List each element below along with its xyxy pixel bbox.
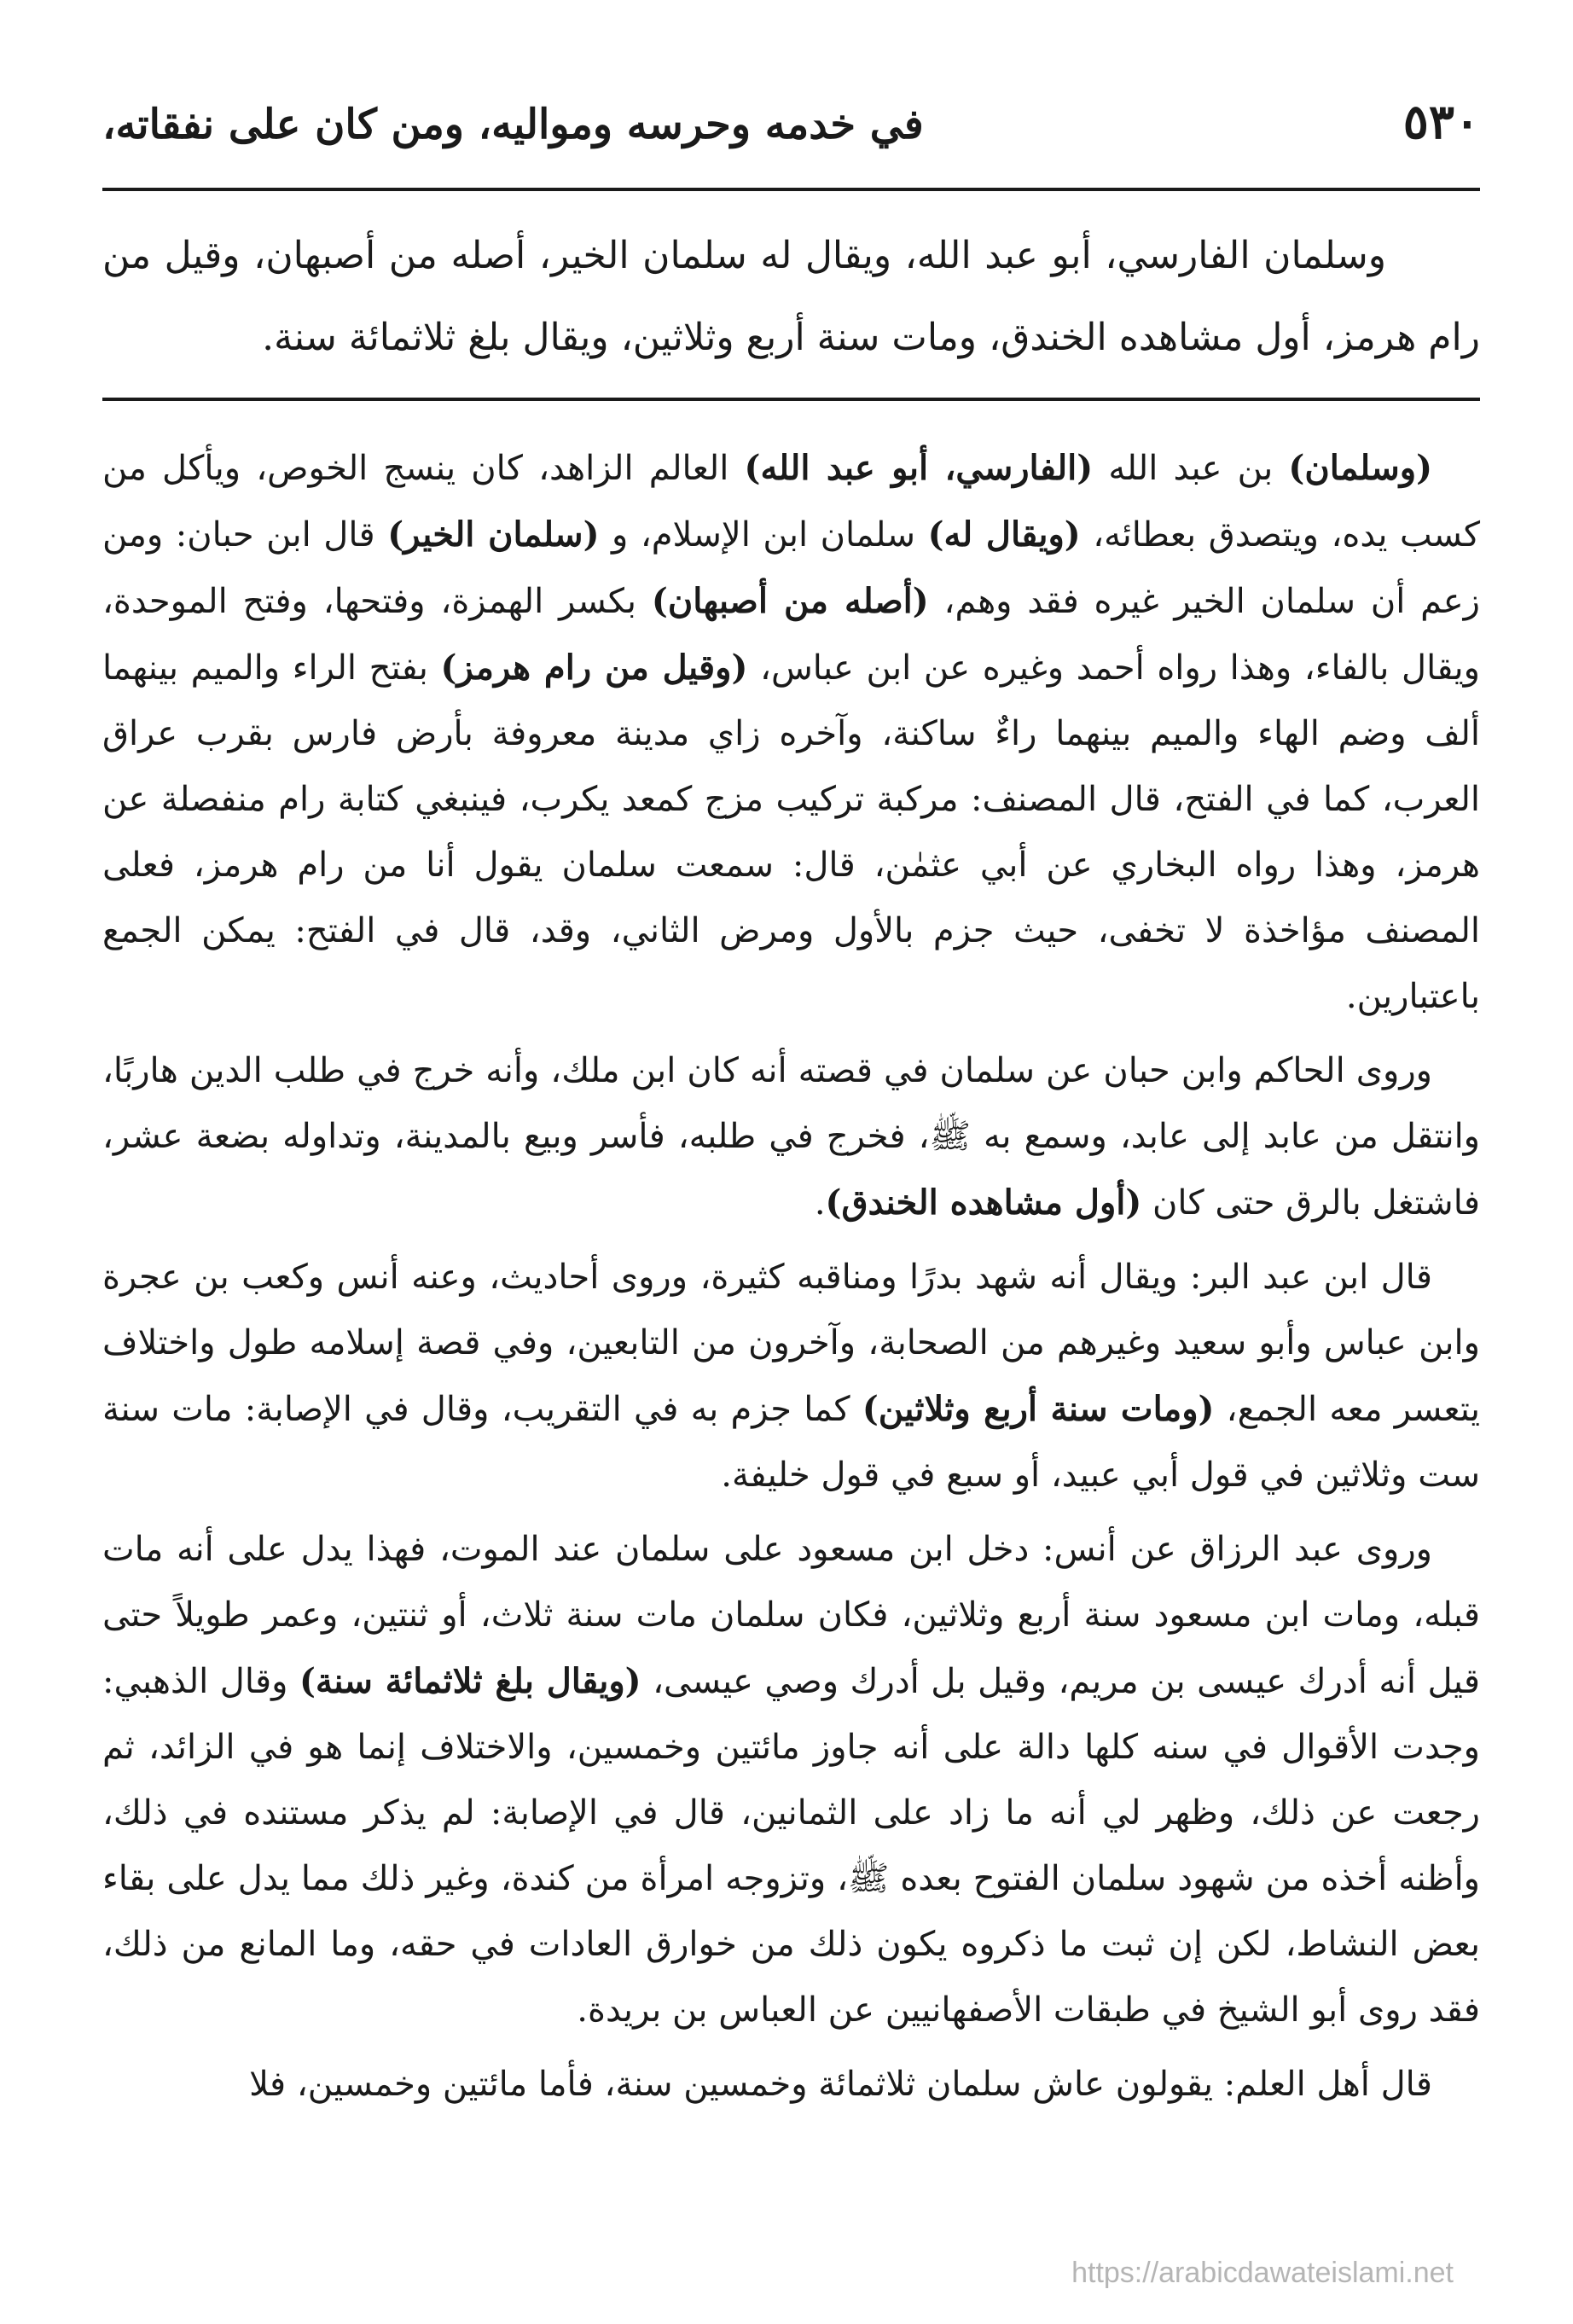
commentary-paragraph bbox=[102, 1245, 1480, 1508]
quoted-matn: (وسلمان) bbox=[1288, 448, 1433, 488]
quoted-matn: (الفارسي، أبو عبد الله) bbox=[744, 448, 1094, 488]
commentary-paragraph bbox=[102, 2052, 1480, 2118]
commentary-text: قال ابن حبان: ومن زعم أن سلمان الخير غيره فقد وهم، bbox=[102, 515, 1480, 621]
quoted-matn: (ويقال بلغ ثلاثمائة سنة) bbox=[299, 1661, 641, 1701]
page-header bbox=[102, 94, 1480, 162]
header-divider bbox=[102, 188, 1480, 191]
commentary-text: سلمان ابن الإسلام، و bbox=[599, 515, 928, 555]
commentary-text: قال أهل العلم: يقولون عاش سلمان ثلاثمائة وخمسين سنة، فأما مائتين وخمسين، فلا bbox=[249, 2065, 1432, 2104]
commentary-text: بكسر الهمزة، وفتحها، وفتح الموحدة، ويقال بالفاء، وهذا رواه أحمد وغيره عن ابن عباس، bbox=[102, 582, 1480, 688]
page-number: ٥٣٠ bbox=[1402, 94, 1480, 150]
commentary-text: كما جزم به في التقريب، وقال في الإصابة: مات سنة ست وثلاثين في قول أبي عبيد، أو سبع في قول خليفة. bbox=[102, 1390, 1480, 1495]
commentary-paragraph bbox=[102, 1517, 1480, 2043]
quoted-matn: (وقيل من رام هرمز) bbox=[440, 648, 748, 688]
commentary-text: العالم الزاهد، كان ينسج الخوص، ويأكل من كسب يده، ويتصدق بعطائه، bbox=[102, 449, 1480, 555]
commentary-text: بفتح الراء والميم بينهما ألف وضم الهاء والميم بينهما راءٌ ساكنة، وآخره زاي مدينة معروفة بأرض فارس بقرب عراق العرب، كما في الفتح، قال المصنف: مركبة تركيب مزج كمعد يكرب، فينبغي كتابة رام منفصلة عن هرمز، وهذا رواه البخاري عن أبي عثمٰن، قال: سمعت سلمان يقول أنا من رام هرمز، فعلى المصنف مؤاخذة لا تخفى، حيث جزم بالأول ومرض الثاني، وقد، قال في الفتح: يمكن الجمع باعتبارين. bbox=[102, 648, 1480, 1016]
commentary-text: قال ابن عبد البر: ويقال أنه شهد بدرًا ومناقبه كثيرة، وروى أحاديث، وعنه أنس وكعب بن عجرة وابن عباس وأبو سعيد وغيرهم من الصحابة، وآخرون من التابعين، وفي قصة إسلامه طول واختلاف يتعسر معه الجمع، bbox=[102, 1258, 1480, 1429]
commentary-text: وروى عبد الرزاق عن أنس: دخل ابن مسعود على سلمان عند الموت، فهذا يدل على أنه مات قبله، ومات ابن مسعود سنة أربع وثلاثين، فكان سلمان مات سنة ثلاث، أو ثنتين، وعمر طويلاً حتى قيل أنه أدرك عيسى بن مريم، وقيل بل أدرك وصي عيسى، bbox=[102, 1530, 1481, 1701]
commentary-text: بن عبد الله bbox=[1093, 449, 1289, 488]
commentary-text: وقال الذهبي: وجدت الأقوال في سنه كلها دالة على أنه جاوز مائتين وخمسين، والاختلاف إنما هو في الزائد، ثم رجعت عن ذلك، وظهر لي أنه ما زاد على الثمانين، قال في الإصابة: لم يذكر مستنده في ذلك، وأظنه أخذه من شهود سلمان الفتوح بعده ﷺ، وتزوجه امرأة من كندة، وغير ذلك مما يدل على بقاء بعض النشاط، لكن إن ثبت ما ذكروه يكون ذلك من خوارق العادات في حقه، وما المانع من ذلك، فقد روى أبو الشيخ في طبقات الأصفهانيين عن العباس بن بريدة. bbox=[102, 1662, 1481, 2030]
quoted-matn: (أصله من أصبهان) bbox=[651, 581, 929, 621]
commentary bbox=[102, 435, 1480, 2118]
quoted-matn: (أول مشاهده الخندق) bbox=[825, 1182, 1142, 1223]
commentary-paragraph bbox=[102, 435, 1480, 1030]
matn-text: وسلمان الفارسي، أبو عبد الله، ويقال له سلمان الخير، أصله من أصبهان، وقيل من رام هرمز، أول مشاهده الخندق، ومات سنة أربع وثلاثين، ويقال بلغ ثلاثمائة سنة. bbox=[102, 234, 1480, 359]
commentary-paragraph bbox=[102, 1038, 1480, 1236]
commentary-text: . bbox=[814, 1183, 826, 1223]
quoted-matn: (سلمان الخير) bbox=[387, 514, 600, 555]
watermark-url: https://arabicdawateislami.net bbox=[1071, 2257, 1454, 2289]
matn-divider bbox=[102, 398, 1480, 401]
page bbox=[102, 94, 1480, 2126]
commentary-text: وروى الحاكم وابن حبان عن سلمان في قصته أنه كان ابن ملك، وأنه خرج في طلب الدين هاربًا، وانتقل من عابد إلى عابد، وسمع به ﷺ، فخرج في طلبه، فأسر وبيع بالمدينة، وتداوله بضعة عشر، فاشتغل بالرق حتى كان bbox=[102, 1051, 1480, 1223]
running-title: في خدمه وحرسه ومواليه، ومن كان على نفقاته، bbox=[102, 101, 924, 148]
quoted-matn: (ويقال له) bbox=[927, 514, 1081, 555]
quoted-matn: (ومات سنة أربع وثلاثين) bbox=[862, 1389, 1215, 1429]
